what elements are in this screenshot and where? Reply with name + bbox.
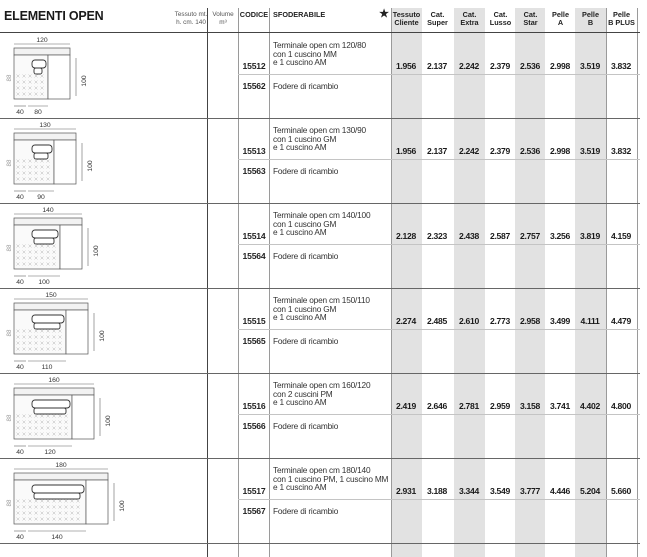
seat-label: 110 [41,364,53,371]
replacement-description: Fodere di ricambio [273,166,339,176]
price-cell: 3.158 [519,401,540,411]
column-divider [391,8,392,557]
price-cell: 2.587 [489,231,510,241]
subrow-rule [238,329,640,330]
depth-label: 100 [93,245,100,257]
product-description: Terminale open cm 120/80 con 1 cuscino MM e 1 cuscino AM [273,40,366,68]
module-diagram [4,119,174,201]
module-diagram [4,204,174,286]
module-diagram [4,374,174,456]
price-cell: 2.137 [426,61,447,71]
width-label: 130 [39,122,51,129]
back-label: 40 [16,449,24,456]
price-cell: 2.931 [395,486,416,496]
replacement-code: 15564 [242,251,266,261]
price-cell: 4.446 [549,486,570,496]
back-label: 40 [16,364,24,371]
price-cell: 3.519 [579,61,600,71]
module-diagram [4,34,174,116]
product-description: Terminale open cm 160/120 con 2 cuscini PM e 1 cuscino AM [273,380,371,408]
replacement-description: Fodere di ricambio [273,506,339,516]
price-cell: 2.485 [426,316,447,326]
price-cell: 1.956 [395,146,416,156]
width-label: 120 [36,37,48,44]
column-divider [606,8,607,557]
price-cell: 2.958 [519,316,540,326]
category-header: Cat. Lusso [489,10,512,27]
category-header: Cat. Super [427,10,448,27]
module-diagram [4,459,174,541]
price-cell: 2.323 [426,231,447,241]
module-diagram [4,289,174,371]
price-column-shade [454,8,485,557]
width-label: 180 [55,462,67,469]
price-cell: 2.379 [489,146,510,156]
price-cell: 2.438 [458,231,479,241]
subrow-rule [238,244,640,245]
price-cell: 2.757 [519,231,540,241]
width-label: 150 [45,292,57,299]
price-cell: 3.344 [458,486,479,496]
price-cell: 3.499 [549,316,570,326]
depth-label: 100 [99,330,106,342]
replacement-description: Fodere di ricambio [273,421,339,431]
side-label: 88 [6,329,13,337]
subrow-rule [238,414,640,415]
price-cell: 2.959 [489,401,510,411]
price-cell: 3.819 [579,231,600,241]
price-cell: 5.204 [579,486,600,496]
price-cell: 4.111 [580,316,600,326]
product-code: 15514 [242,231,266,241]
header-rule [0,32,640,33]
price-column-shade [575,8,606,557]
product-description: Terminale open cm 180/140 con 1 cuscino PM, 1 cuscino MM e 1 cuscino AM [273,465,389,493]
price-cell: 4.159 [610,231,631,241]
depth-label: 100 [119,500,126,512]
page-title: ELEMENTI OPEN [4,9,104,23]
price-cell: 2.128 [395,231,416,241]
depth-label: 100 [81,75,88,87]
replacement-code: 15566 [242,421,266,431]
side-label: 88 [6,159,13,167]
category-header: Pelle B PLUS [608,10,635,27]
price-cell: 2.536 [519,146,540,156]
price-cell: 2.646 [426,401,447,411]
price-cell: 3.832 [610,61,631,71]
sfoderabile-header: SFODERABILE [273,10,326,19]
category-header: Pelle A [551,10,570,27]
price-cell: 2.137 [426,146,447,156]
category-header: Tessuto Cliente [392,10,421,27]
replacement-code: 15565 [242,336,266,346]
seat-label: 100 [38,279,50,286]
price-cell: 3.188 [426,486,447,496]
price-column-shade [391,8,422,557]
price-cell: 3.741 [549,401,570,411]
row-rule [0,543,640,544]
product-code: 15513 [242,146,266,156]
price-cell: 3.549 [489,486,510,496]
price-cell: 4.402 [579,401,600,411]
price-cell: 1.956 [395,61,416,71]
star-icon: ★ [379,8,389,20]
volume-header: Volume m³ [212,11,234,26]
codice-header: CODICE [239,10,269,19]
side-label: 88 [6,414,13,422]
price-cell: 3.256 [549,231,570,241]
replacement-code: 15567 [242,506,266,516]
replacement-description: Fodere di ricambio [273,251,339,261]
product-code: 15512 [242,61,266,71]
seat-label: 140 [51,534,63,541]
product-description: Terminale open cm 140/100 con 1 cuscino GM e 1 cuscino AM [273,210,371,238]
price-cell: 3.777 [519,486,540,496]
column-divider [238,8,239,557]
price-cell: 2.242 [458,61,479,71]
price-column-shade [515,8,545,557]
depth-label: 100 [105,415,112,427]
column-divider [207,8,208,557]
price-cell: 4.800 [610,401,631,411]
price-cell: 2.242 [458,146,479,156]
price-cell: 2.773 [489,316,510,326]
back-label: 40 [16,109,24,116]
price-cell: 2.998 [549,146,570,156]
side-label: 88 [6,499,13,507]
replacement-description: Fodere di ricambio [273,336,339,346]
price-cell: 2.274 [395,316,416,326]
price-cell: 4.479 [610,316,631,326]
product-description: Terminale open cm 130/90 con 1 cuscino GM e 1 cuscino AM [273,125,366,153]
width-label: 160 [48,377,60,384]
price-cell: 2.998 [549,61,570,71]
seat-label: 80 [34,109,42,116]
depth-label: 100 [87,160,94,172]
product-code: 15516 [242,401,266,411]
replacement-code: 15563 [242,166,266,176]
seat-label: 90 [37,194,45,201]
product-code: 15517 [242,486,266,496]
side-label: 88 [6,74,13,82]
price-cell: 2.419 [395,401,416,411]
column-divider [637,8,638,557]
price-cell: 5.660 [610,486,631,496]
back-label: 40 [16,194,24,201]
subrow-rule [238,74,640,75]
product-description: Terminale open cm 150/110 con 1 cuscino GM e 1 cuscino AM [273,295,370,323]
price-cell: 2.379 [489,61,510,71]
replacement-description: Fodere di ricambio [273,81,339,91]
width-label: 140 [42,207,54,214]
product-code: 15515 [242,316,266,326]
seat-label: 120 [44,449,56,456]
column-divider [269,8,270,557]
price-cell: 3.832 [610,146,631,156]
back-label: 40 [16,534,24,541]
replacement-code: 15562 [242,81,266,91]
category-header: Pelle B [581,10,600,27]
price-cell: 3.519 [579,146,600,156]
subrow-rule [238,159,640,160]
category-header: Cat. Star [523,10,538,27]
price-cell: 2.781 [458,401,479,411]
side-label: 88 [6,244,13,252]
price-cell: 2.536 [519,61,540,71]
tessuto-header: Tessuto mt. h. cm. 140 [174,11,208,26]
back-label: 40 [16,279,24,286]
price-cell: 2.610 [458,316,479,326]
category-header: Cat. Extra [460,10,479,27]
subrow-rule [238,499,640,500]
